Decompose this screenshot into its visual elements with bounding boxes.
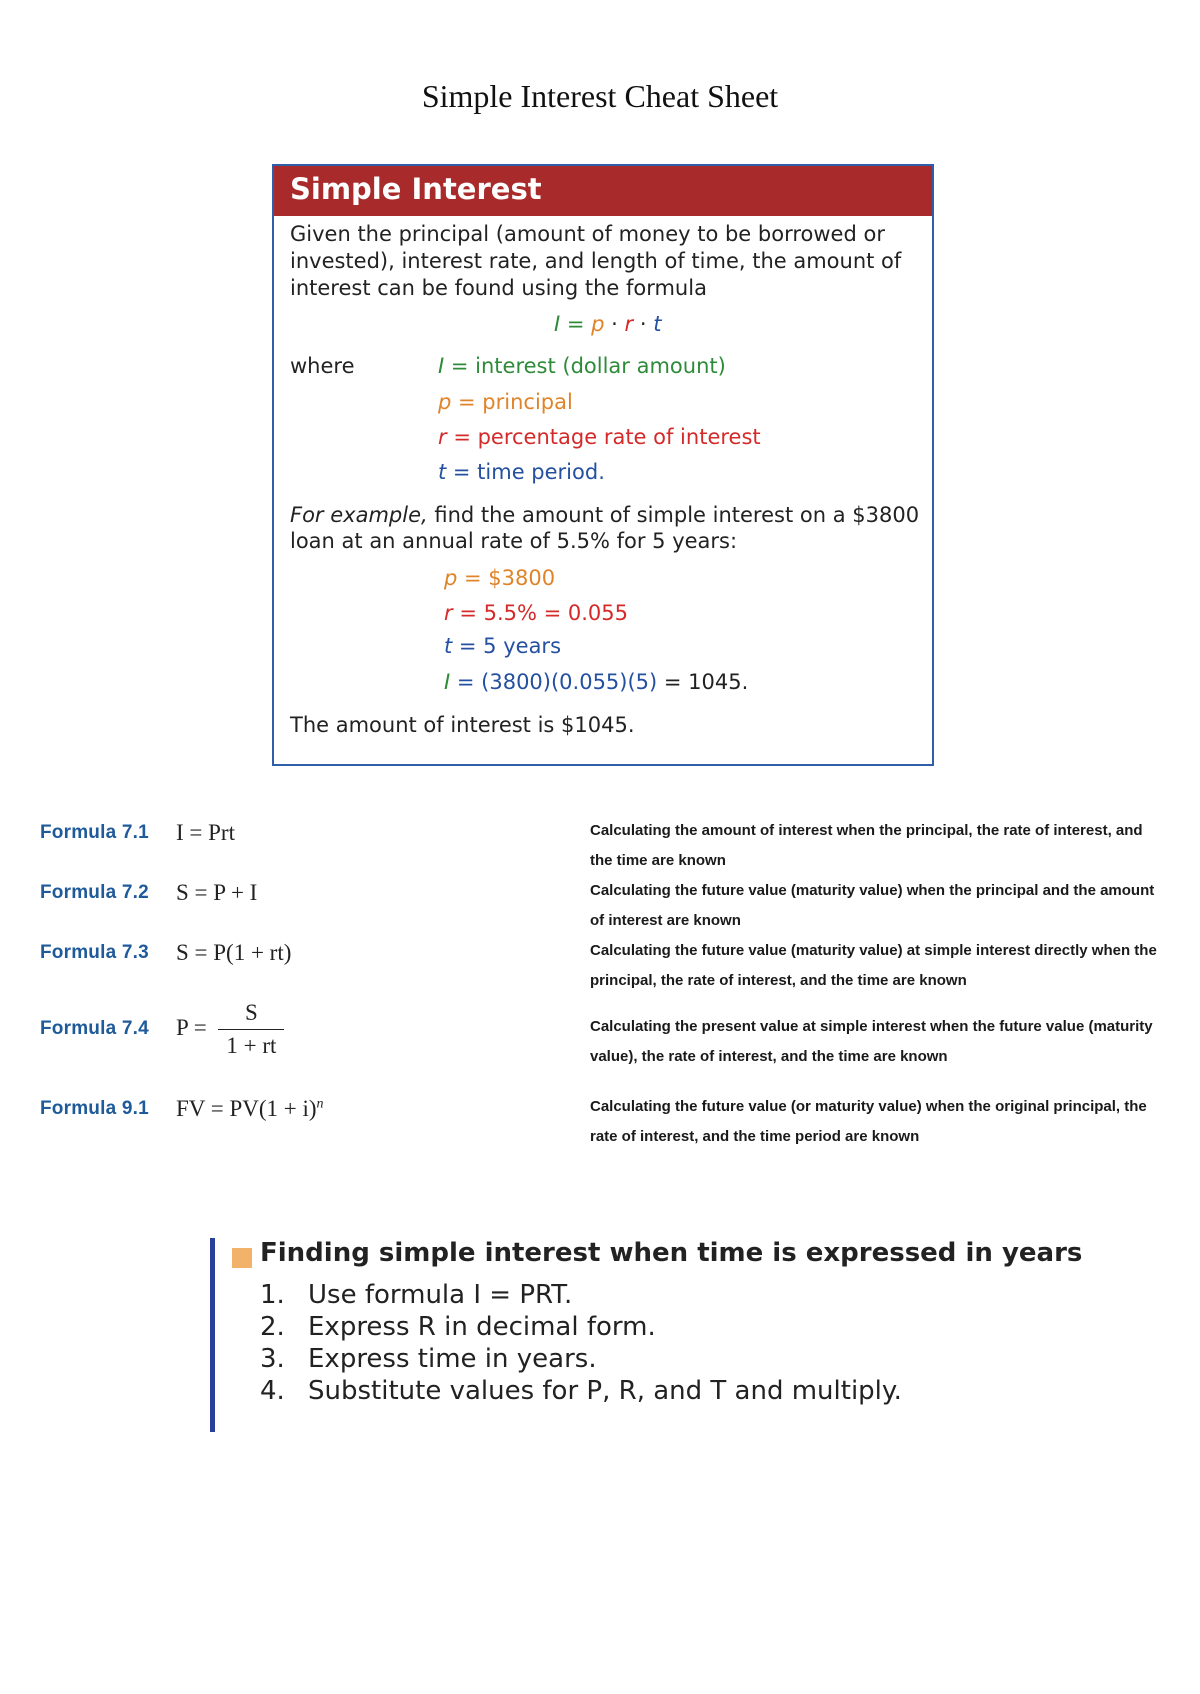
formula-expression bbox=[176, 1000, 284, 1059]
step-text: Express R in decimal form. bbox=[308, 1312, 656, 1342]
finding-title: Finding simple interest when time is expressed in years bbox=[260, 1238, 1083, 1268]
formula-expression: I = Prt bbox=[176, 820, 235, 845]
step-number: 3. bbox=[260, 1344, 285, 1374]
formula-dot-1: · bbox=[604, 312, 625, 336]
example-symbol: r bbox=[444, 601, 453, 625]
orange-square-icon bbox=[232, 1248, 252, 1268]
formula-expression: S = P(1 + rt) bbox=[176, 940, 292, 965]
formula-I: I bbox=[554, 312, 561, 336]
where-label: where bbox=[290, 354, 355, 378]
formula-label: Formula 7.2 bbox=[40, 882, 149, 903]
formula-p: p bbox=[591, 312, 605, 336]
example-symbol: p bbox=[444, 566, 458, 590]
example-principal bbox=[444, 566, 555, 590]
example-value: = 5.5% = 0.055 bbox=[452, 601, 629, 625]
step-text: Express time in years. bbox=[308, 1344, 597, 1374]
definition-interest bbox=[438, 354, 726, 378]
page-title: Simple Interest Cheat Sheet bbox=[421, 78, 779, 114]
example-value: = 5 years bbox=[452, 634, 562, 658]
list-item bbox=[260, 1376, 902, 1408]
simple-interest-header: Simple Interest bbox=[274, 166, 932, 216]
formula-superscript: n bbox=[316, 1096, 324, 1112]
definition-text: = percentage rate of interest bbox=[446, 425, 761, 449]
example-time bbox=[444, 634, 561, 658]
formula-eq: = bbox=[560, 312, 592, 336]
example-italic: For example, bbox=[290, 503, 428, 527]
definition-principal bbox=[438, 390, 573, 414]
step-text: Substitute values for P, R, and T and multiply. bbox=[308, 1376, 902, 1406]
step-number: 1. bbox=[260, 1280, 285, 1310]
fraction-denominator: 1 + rt bbox=[218, 1029, 284, 1059]
formula-description: Calculating the present value at simple interest when the future value (maturity value), the rate of interest, and the time are known bbox=[590, 1018, 1153, 1065]
step-text: Use formula I = PRT. bbox=[308, 1280, 573, 1310]
formula-fraction bbox=[218, 1000, 284, 1059]
finding-simple-interest-section bbox=[210, 1238, 1083, 1432]
conclusion: The amount of interest is $1045. bbox=[290, 713, 635, 737]
formula-description: Calculating the future value (or maturity value) when the original principal, the rate of interest, and the time period are known bbox=[590, 1098, 1147, 1145]
example-value: = (3800)(0.055)(5) bbox=[450, 670, 658, 694]
definition-text: = time period. bbox=[446, 460, 605, 484]
example-interest bbox=[444, 670, 748, 694]
step-number: 2. bbox=[260, 1312, 285, 1342]
formula-description: Calculating the amount of interest when the principal, the rate of interest, and the time are known bbox=[590, 822, 1143, 869]
definition-symbol: r bbox=[438, 425, 447, 449]
example-rate bbox=[444, 601, 628, 625]
example-line-1 bbox=[290, 503, 919, 527]
definition-symbol: I bbox=[438, 354, 445, 378]
formula-label: Formula 7.4 bbox=[40, 1018, 149, 1039]
list-item bbox=[260, 1344, 902, 1376]
formula-description: Calculating the future value (maturity value) at simple interest directly when the principal, the rate of interest, and the time are known bbox=[590, 942, 1157, 989]
intro-line-2: invested), interest rate, and length of time, the amount of bbox=[290, 249, 902, 273]
intro-line-3: interest can be found using the formula bbox=[290, 276, 707, 300]
formula-r: r bbox=[624, 312, 634, 336]
list-item bbox=[260, 1280, 902, 1312]
definition-time bbox=[438, 460, 605, 484]
definition-symbol: p bbox=[438, 390, 452, 414]
main-formula bbox=[554, 312, 661, 336]
example-result: = 1045. bbox=[657, 670, 749, 694]
formula-lhs: P = bbox=[176, 1014, 207, 1040]
finding-steps bbox=[260, 1280, 902, 1408]
formula-label: Formula 7.1 bbox=[40, 822, 149, 843]
example-symbol: t bbox=[444, 634, 453, 658]
example-rest: find the amount of simple interest on a $3800 bbox=[427, 503, 920, 527]
definition-rate bbox=[438, 425, 761, 449]
simple-interest-box bbox=[272, 164, 934, 766]
definition-text: = interest (dollar amount) bbox=[444, 354, 726, 378]
example-value: = $3800 bbox=[457, 566, 556, 590]
example-symbol: I bbox=[444, 670, 451, 694]
formula-label: Formula 7.3 bbox=[40, 942, 149, 963]
definition-text: = principal bbox=[451, 390, 573, 414]
accent-bar bbox=[210, 1238, 215, 1432]
formula-expression: S = P + I bbox=[176, 880, 258, 905]
formula-description: Calculating the future value (maturity value) when the principal and the amount of interest are known bbox=[590, 882, 1155, 929]
formula-expression bbox=[176, 1096, 324, 1122]
definition-symbol: t bbox=[438, 460, 447, 484]
step-number: 4. bbox=[260, 1376, 285, 1406]
formula-main: FV = PV(1 + i) bbox=[176, 1096, 317, 1121]
formula-dot-2: · bbox=[633, 312, 654, 336]
list-item bbox=[260, 1312, 902, 1344]
formula-t: t bbox=[653, 312, 662, 336]
example-line-2: loan at an annual rate of 5.5% for 5 years: bbox=[290, 529, 738, 553]
formula-label: Formula 9.1 bbox=[40, 1098, 149, 1119]
intro-line-1: Given the principal (amount of money to be borrowed or bbox=[290, 222, 885, 246]
fraction-numerator: S bbox=[245, 1000, 258, 1025]
